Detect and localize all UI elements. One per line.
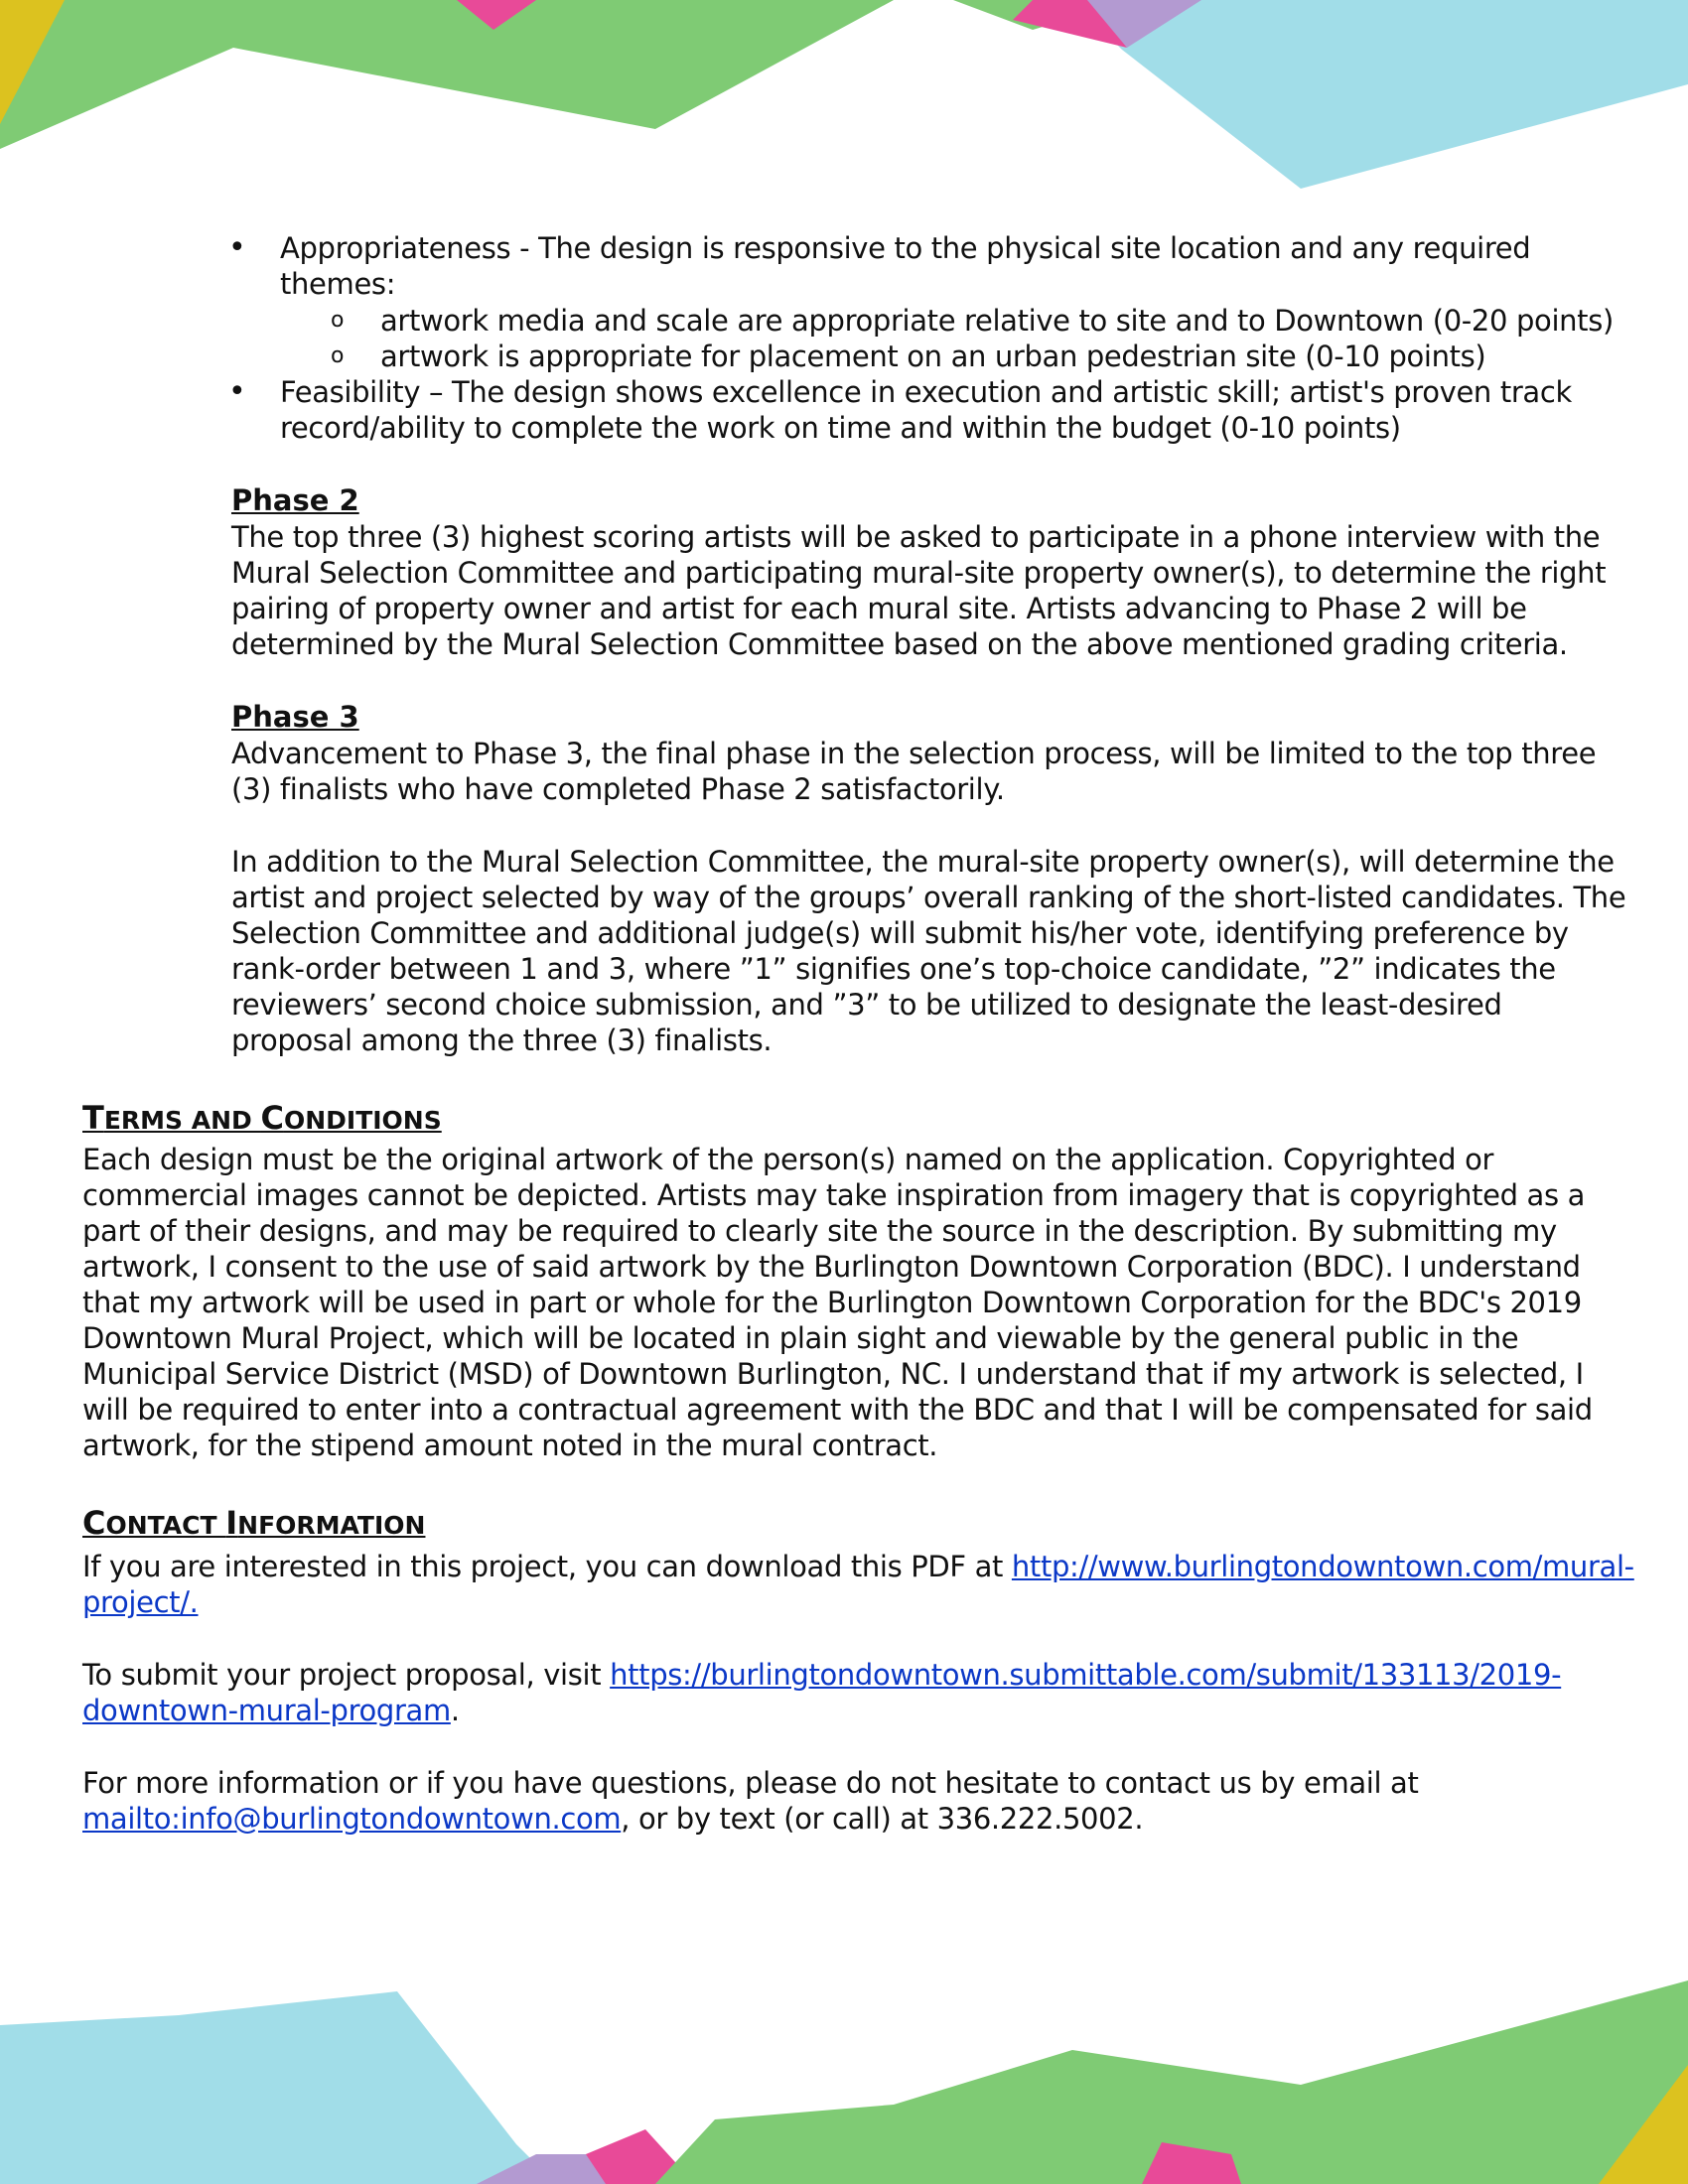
sub-bullet-marker: o [331,308,345,333]
terms-text-line: commercial images cannot be depicted. Artists may take inspiration from imagery that is copyrighted as a [82,1178,1586,1212]
terms-heading-part: ONDITIONS [283,1106,442,1135]
phase3-ranking-line: Selection Committee and additional judge(s) will submit his/her vote, identifying preference by [231,916,1569,950]
contact-pdf-line [82,1549,1634,1584]
bullet-marker: • [228,230,246,265]
contact-pdf-line-2 [82,1584,199,1620]
terms-text-line: artwork, I consent to the use of said artwork by the Burlington Downtown Corporation (BDC). I understand [82,1250,1581,1284]
terms-heading-part: ERMS AND [103,1106,261,1135]
criteria-sub-item-2: artwork is appropriate for placement on an urban pedestrian site (0-10 points) [380,340,1486,373]
sub-bullet-marker: o [331,343,345,368]
phase3-ranking-line: In addition to the Mural Selection Committee, the mural-site property owner(s), will determine the [231,845,1615,879]
terms-heading-part: T [82,1099,104,1137]
contact-email-line-2 [82,1801,1143,1837]
terms-heading [82,1100,442,1139]
phase2-text-line: pairing of property owner and artist for each mural site. Artists advancing to Phase 2 will be [231,592,1527,625]
phase2-text-line: The top three (3) highest scoring artists will be asked to participate in a phone interview with the [231,520,1601,554]
contact-phone-text: , or by text (or call) at 336.222.5002. [621,1802,1144,1836]
phase3-text-line: (3) finalists who have completed Phase 2 satisfactorily. [231,772,1005,806]
terms-text-line: artwork, for the stipend amount noted in the mural contract. [82,1429,938,1462]
criteria-appropriateness-line1: Appropriateness - The design is responsive to the physical site location and any required [280,231,1531,265]
phase3-text-line: Advancement to Phase 3, the final phase in the selection process, will be limited to the top three [231,737,1597,770]
phase2-text-line: determined by the Mural Selection Committee based on the above mentioned grading criteria. [231,627,1568,661]
mural-project-link-continued[interactable]: project/. [82,1585,199,1619]
contact-heading [82,1505,425,1544]
terms-text-line: part of their designs, and may be required to clearly site the source in the description. By submitting my [82,1214,1557,1248]
phase3-ranking-line: reviewers’ second choice submission, and ”3” to be utilized to designate the least-desired [231,988,1502,1022]
phase3-ranking-line: rank-order between 1 and 3, where ”1” signifies one’s top-choice candidate, ”2” indicates the [231,952,1556,986]
criteria-feasibility-line1: Feasibility – The design shows excellence in execution and artistic skill; artist's proven track [280,375,1572,409]
contact-email-line: For more information or if you have questions, please do not hesitate to contact us by email at [82,1766,1419,1800]
phase3-heading: Phase 3 [231,700,359,734]
criteria-sub-item-1: artwork media and scale are appropriate relative to site and to Downtown (0-20 points) [380,304,1614,338]
terms-text-line: will be required to enter into a contractual agreement with the BDC and that I will be compensated for said [82,1393,1593,1427]
contact-heading-part: ONTACT [105,1511,226,1540]
contact-submit-line [82,1657,1561,1693]
contact-submit-text: To submit your project proposal, visit [82,1658,611,1692]
terms-text-line: that my artwork will be used in part or whole for the Burlington Downtown Corporation for the BDC's 2019 [82,1286,1582,1319]
contact-heading-part: C [82,1504,106,1542]
terms-text-line: Each design must be the original artwork of the person(s) named on the application. Copyrighted or [82,1143,1494,1176]
phase3-ranking-line: proposal among the three (3) finalists. [231,1024,773,1057]
contact-heading-part: I [225,1504,238,1542]
phase2-heading: Phase 2 [231,483,359,517]
bullet-marker: • [228,374,246,409]
contact-submit-after: . [450,1694,460,1727]
contact-submit-line-2 [82,1693,460,1728]
email-link[interactable]: mailto:info@burlingtondowntown.com [82,1802,622,1836]
criteria-appropriateness-line2: themes: [280,267,396,301]
criteria-feasibility-line2: record/ability to complete the work on time and within the budget (0-10 points) [280,411,1401,445]
submittable-link[interactable]: https://burlingtondowntown.submittable.com/submit/133113/2019- [610,1658,1562,1692]
terms-heading-part: C [260,1099,284,1137]
contact-pdf-text: If you are interested in this project, you can download this PDF at [82,1550,1012,1583]
terms-text-line: Downtown Mural Project, which will be located in plain sight and viewable by the general public in the [82,1321,1519,1355]
phase2-text-line: Mural Selection Committee and participating mural-site property owner(s), to determine the right [231,556,1607,590]
contact-heading-part: NFORMATION [237,1511,426,1540]
submittable-link-continued[interactable]: downtown-mural-program [82,1694,451,1727]
terms-text-line: Municipal Service District (MSD) of Downtown Burlington, NC. I understand that if my artwork is selected, I [82,1357,1584,1391]
mural-project-link[interactable]: http://www.burlingtondowntown.com/mural- [1011,1550,1634,1583]
phase3-ranking-line: artist and project selected by way of the groups’ overall ranking of the short-listed candidates. The [231,881,1626,914]
